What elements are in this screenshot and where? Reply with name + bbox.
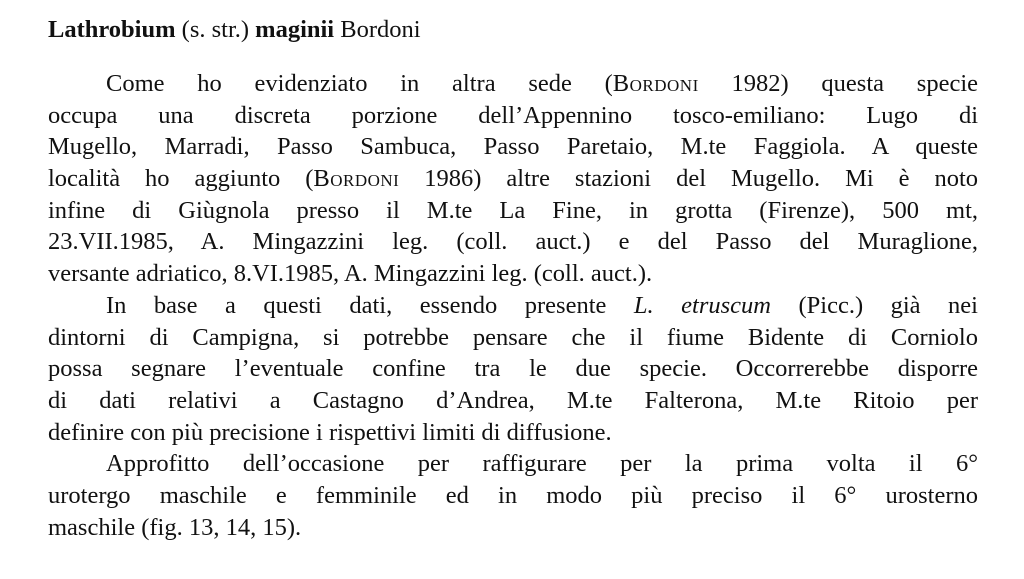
text-line [48, 163, 978, 195]
species-heading [48, 14, 978, 46]
text-line: dintorni di Campigna, si potrebbe pensare che il fiume Bidente di Corniolo [48, 323, 978, 351]
text-segment: località ho aggiunto ( [48, 165, 314, 193]
paragraph-2 [48, 290, 978, 448]
text-line: 23.VII.1985, A. Mingazzini leg. (coll. auct.) e del Passo del Muraglione, [48, 228, 978, 256]
paragraph-3 [48, 448, 978, 543]
text-line: urotergo maschile e femminile ed in modo più preciso il 6° urosterno [48, 481, 978, 509]
text-line: infine di Giùgnola presso il M.te La Fine, in grotta (Firenze), 500 mt, [48, 196, 978, 224]
text-line: maschile (fig. 13, 14, 15). [48, 513, 302, 541]
text-line: possa segnare l’eventuale confine tra le due specie. Occorrerebbe disporre [48, 355, 978, 383]
genus-name: Lathrobium [48, 16, 176, 43]
text-segment: (Picc.) già nei [770, 291, 978, 319]
citation-author: Bordoni [612, 70, 699, 97]
text-line: Mugello, Marradi, Passo Sambuca, Passo Paretaio, M.te Faggiola. A queste [48, 133, 978, 161]
species-reference: L. etruscum [633, 291, 771, 319]
text-line: occupa una discreta porzione dell’Appennino tosco-emiliano: Lugo di [48, 101, 978, 129]
text-segment: Come ho evidenziato in altra sede ( [106, 70, 613, 97]
species-name: maginii [255, 16, 335, 43]
text-segment: 1982) questa specie [698, 70, 978, 97]
text-segment: 1986) altre stazioni del Mugello. Mi è noto [399, 165, 979, 193]
text-line: versante adriatico, 8.VI.1985, A. Mingazzini leg. (coll. auct.). [48, 260, 653, 288]
paragraph-1 [48, 68, 978, 290]
text-line: di dati relativi a Castagno d’Andrea, M.te Falterona, M.te Ritoio per [48, 386, 978, 414]
author-name: Bordoni [340, 16, 421, 43]
text-line [48, 290, 978, 322]
text-line [48, 68, 978, 100]
text-segment: In base a questi dati, essendo presente [106, 291, 634, 319]
subgenus-name: (s. str.) [181, 16, 250, 43]
text-line: definire con più precisione i rispettivi limiti di diffusione. [48, 418, 612, 446]
citation-author: Bordoni [313, 165, 400, 193]
text-line: Approfitto dell’occasione per raffigurare per la prima volta il 6° [106, 450, 978, 478]
document-page [48, 14, 978, 543]
